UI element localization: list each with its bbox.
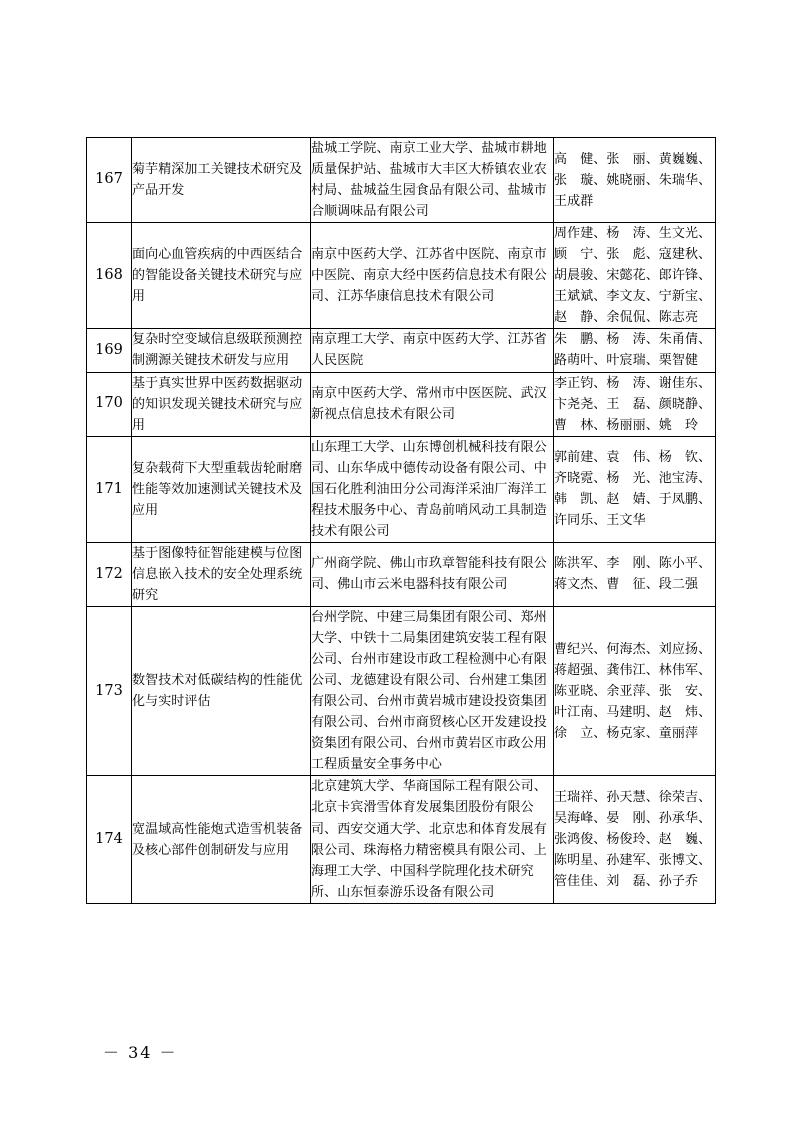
project-name: 复杂载荷下大型重载齿轮耐磨性能等效加速测试关键技术及应用 <box>132 436 311 542</box>
row-index: 174 <box>87 776 132 903</box>
people-list: 王瑞祥、孙天慧、徐荣吉、吴海峰、晏 刚、孙承华、张鸿俊、杨俊玲、赵 巍、陈明星、孙建军、张博文、管佳佳、刘 磊、孙子乔 <box>554 776 716 903</box>
organizations-list: 台州学院、中建三局集团有限公司、郑州大学、中铁十二局集团建筑安装工程有限公司、台州市建设市政工程检测中心有限公司、龙德建设有限公司、台州建工集团有限公司、台州市黄岩城市建设投资集团有限公司、台州市商贸核心区开发建设投资集团有限公司、台州市黄岩区市政公用工程质量安全事务中心 <box>311 607 554 776</box>
table-row <box>87 542 716 606</box>
row-index: 167 <box>87 138 132 223</box>
row-index: 170 <box>87 372 132 436</box>
row-index: 169 <box>87 329 132 372</box>
project-name: 数智技术对低碳结构的性能优化与实时评估 <box>132 607 311 776</box>
people-list: 高 健、张 丽、黄巍巍、张 璇、姚晓丽、朱瑞华、王成群 <box>554 138 716 223</box>
project-name: 复杂时空变域信息级联预测控制溯源关键技术研发与应用 <box>132 329 311 372</box>
row-index: 172 <box>87 542 132 606</box>
organizations-list: 南京中医药大学、常州市中医医院、武汉新视点信息技术有限公司 <box>311 372 554 436</box>
organizations-list: 南京中医药大学、江苏省中医院、南京市中医院、南京大经中医药信息技术有限公司、江苏华康信息技术有限公司 <box>311 223 554 329</box>
table-body <box>87 138 716 904</box>
table-row <box>87 223 716 329</box>
people-list: 周作建、杨 涛、生文光、顾 宁、张 彪、寇建秋、胡晨骏、宋懿花、郎许锋、王斌斌、李文友、宁新宝、赵 静、余侃侃、陈志亮 <box>554 223 716 329</box>
table-row <box>87 372 716 436</box>
people-list: 陈洪军、李 刚、陈小平、蒋文杰、曹 征、段二强 <box>554 542 716 606</box>
project-name: 菊芋精深加工关键技术研究及产品开发 <box>132 138 311 223</box>
table-row <box>87 607 716 776</box>
people-list: 郭前建、袁 伟、杨 钦、齐晓霓、杨 光、池宝涛、韩 凯、赵 婧、于凤鹏、许同乐、王文华 <box>554 436 716 542</box>
page-number: － 34 － <box>103 1043 178 1062</box>
project-name: 基于图像特征智能建模与位图信息嵌入技术的安全处理系统研究 <box>132 542 311 606</box>
organizations-list: 山东理工大学、山东博创机械科技有限公司、山东华成中德传动设备有限公司、中国石化胜利油田分公司海洋采油厂海洋工程技术服务中心、青岛前哨风动工具制造技术有限公司 <box>311 436 554 542</box>
organizations-list: 北京建筑大学、华商国际工程有限公司、北京卡宾滑雪体育发展集团股份有限公司、西安交通大学、北京忠和体育发展有限公司、珠海格力精密模具有限公司、上海理工大学、中国科学院理化技术研究所、山东恒泰游乐设备有限公司 <box>311 776 554 903</box>
table-row <box>87 329 716 372</box>
people-list: 朱 鹏、杨 涛、朱甬倩、路萌叶、叶宸瑞、栗智健 <box>554 329 716 372</box>
project-name: 面向心血管疾病的中西医结合的智能设备关键技术研究与应用 <box>132 223 311 329</box>
organizations-list: 盐城工学院、南京工业大学、盐城市耕地质量保护站、盐城市大丰区大桥镇农业农村局、盐城益生园食品有限公司、盐城市合顺调味品有限公司 <box>311 138 554 223</box>
people-list: 李正钧、杨 涛、谢佳东、卞尧尧、王 磊、颜晓静、曹 林、杨丽丽、姚 玲 <box>554 372 716 436</box>
row-index: 173 <box>87 607 132 776</box>
organizations-list: 广州商学院、佛山市玖章智能科技有限公司、佛山市云米电器科技有限公司 <box>311 542 554 606</box>
award-projects-table <box>86 137 716 904</box>
people-list: 曹纪兴、何海杰、刘应扬、蒋超强、龚伟江、林伟军、陈亚晓、余亚萍、张 安、叶江南、马建明、赵 炜、徐 立、杨克家、童丽萍 <box>554 607 716 776</box>
project-name: 基于真实世界中医药数据驱动的知识发现关键技术研究与应用 <box>132 372 311 436</box>
organizations-list: 南京理工大学、南京中医药大学、江苏省人民医院 <box>311 329 554 372</box>
row-index: 171 <box>87 436 132 542</box>
table-row <box>87 436 716 542</box>
row-index: 168 <box>87 223 132 329</box>
table-row <box>87 776 716 903</box>
project-name: 宽温域高性能炮式造雪机装备及核心部件创制研发与应用 <box>132 776 311 903</box>
table-row <box>87 138 716 223</box>
